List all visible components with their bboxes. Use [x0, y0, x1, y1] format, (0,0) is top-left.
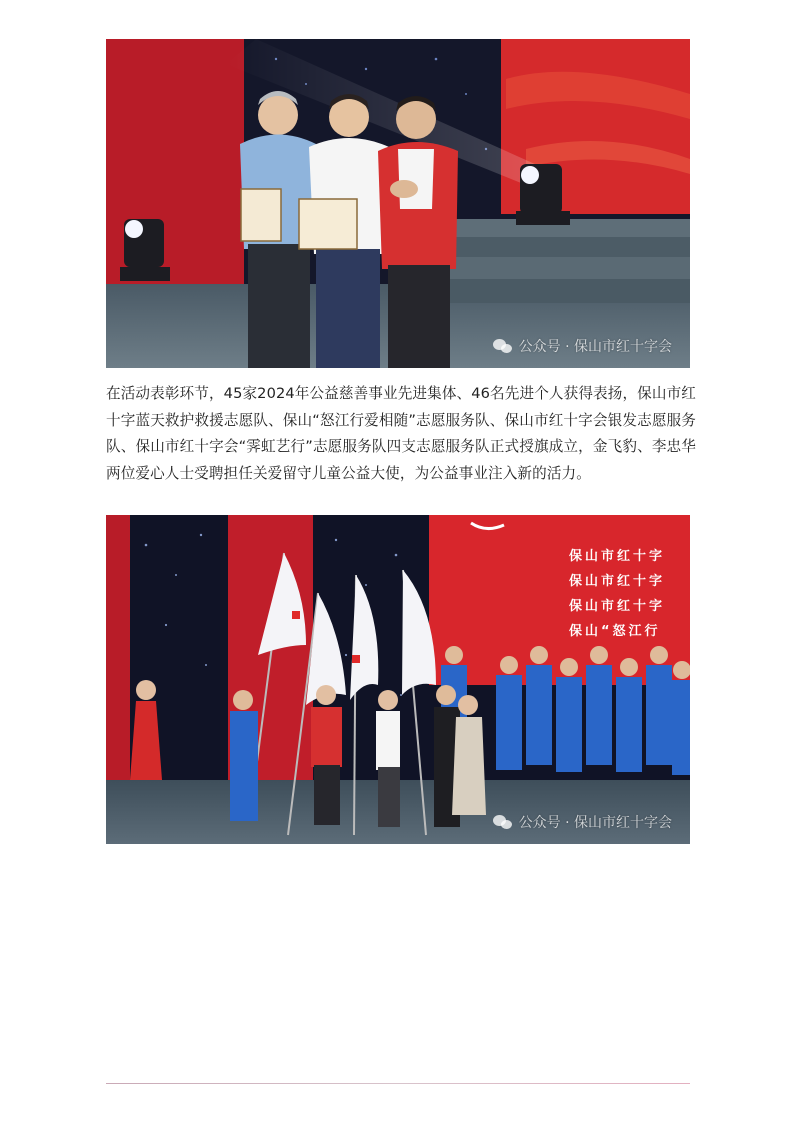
backdrop-line-1: 保山市红十字 — [569, 549, 666, 564]
watermark-text: 公众号 · 保山市红十字会 — [518, 815, 672, 831]
backdrop-line-2: 保山市红十字 — [569, 574, 666, 589]
flag-ceremony-illustration — [106, 515, 690, 844]
backdrop-line-4: 保山“怒江行 — [569, 624, 661, 639]
watermark — [493, 812, 672, 832]
wechat-icon — [493, 814, 513, 830]
watermark-text: 公众号 · 保山市红十字会 — [518, 339, 672, 355]
backdrop-line-3: 保山市红十字 — [569, 599, 666, 614]
footer-divider — [106, 1083, 690, 1084]
award-ceremony-illustration — [106, 39, 690, 368]
watermark — [493, 336, 672, 356]
wechat-icon — [493, 338, 513, 354]
article-paragraph: 在活动表彰环节，45家2024年公益慈善事业先进集体、46名先进个人获得表扬，保山市红十字蓝天救护救援志愿队、保山“怒江行爱相随”志愿服务队、保山市红十字会银发志愿服务队、保山市红十字会“霁虹艺行”志愿服务队四支志愿服务队正式授旗成立，金飞豹、李忠华两位爱心人士受聘担任关爱留守儿童公益大使，为公益事业注入新的活力。 — [106, 385, 696, 482]
flag-ceremony-photo — [106, 515, 690, 844]
award-ceremony-photo — [106, 39, 690, 368]
